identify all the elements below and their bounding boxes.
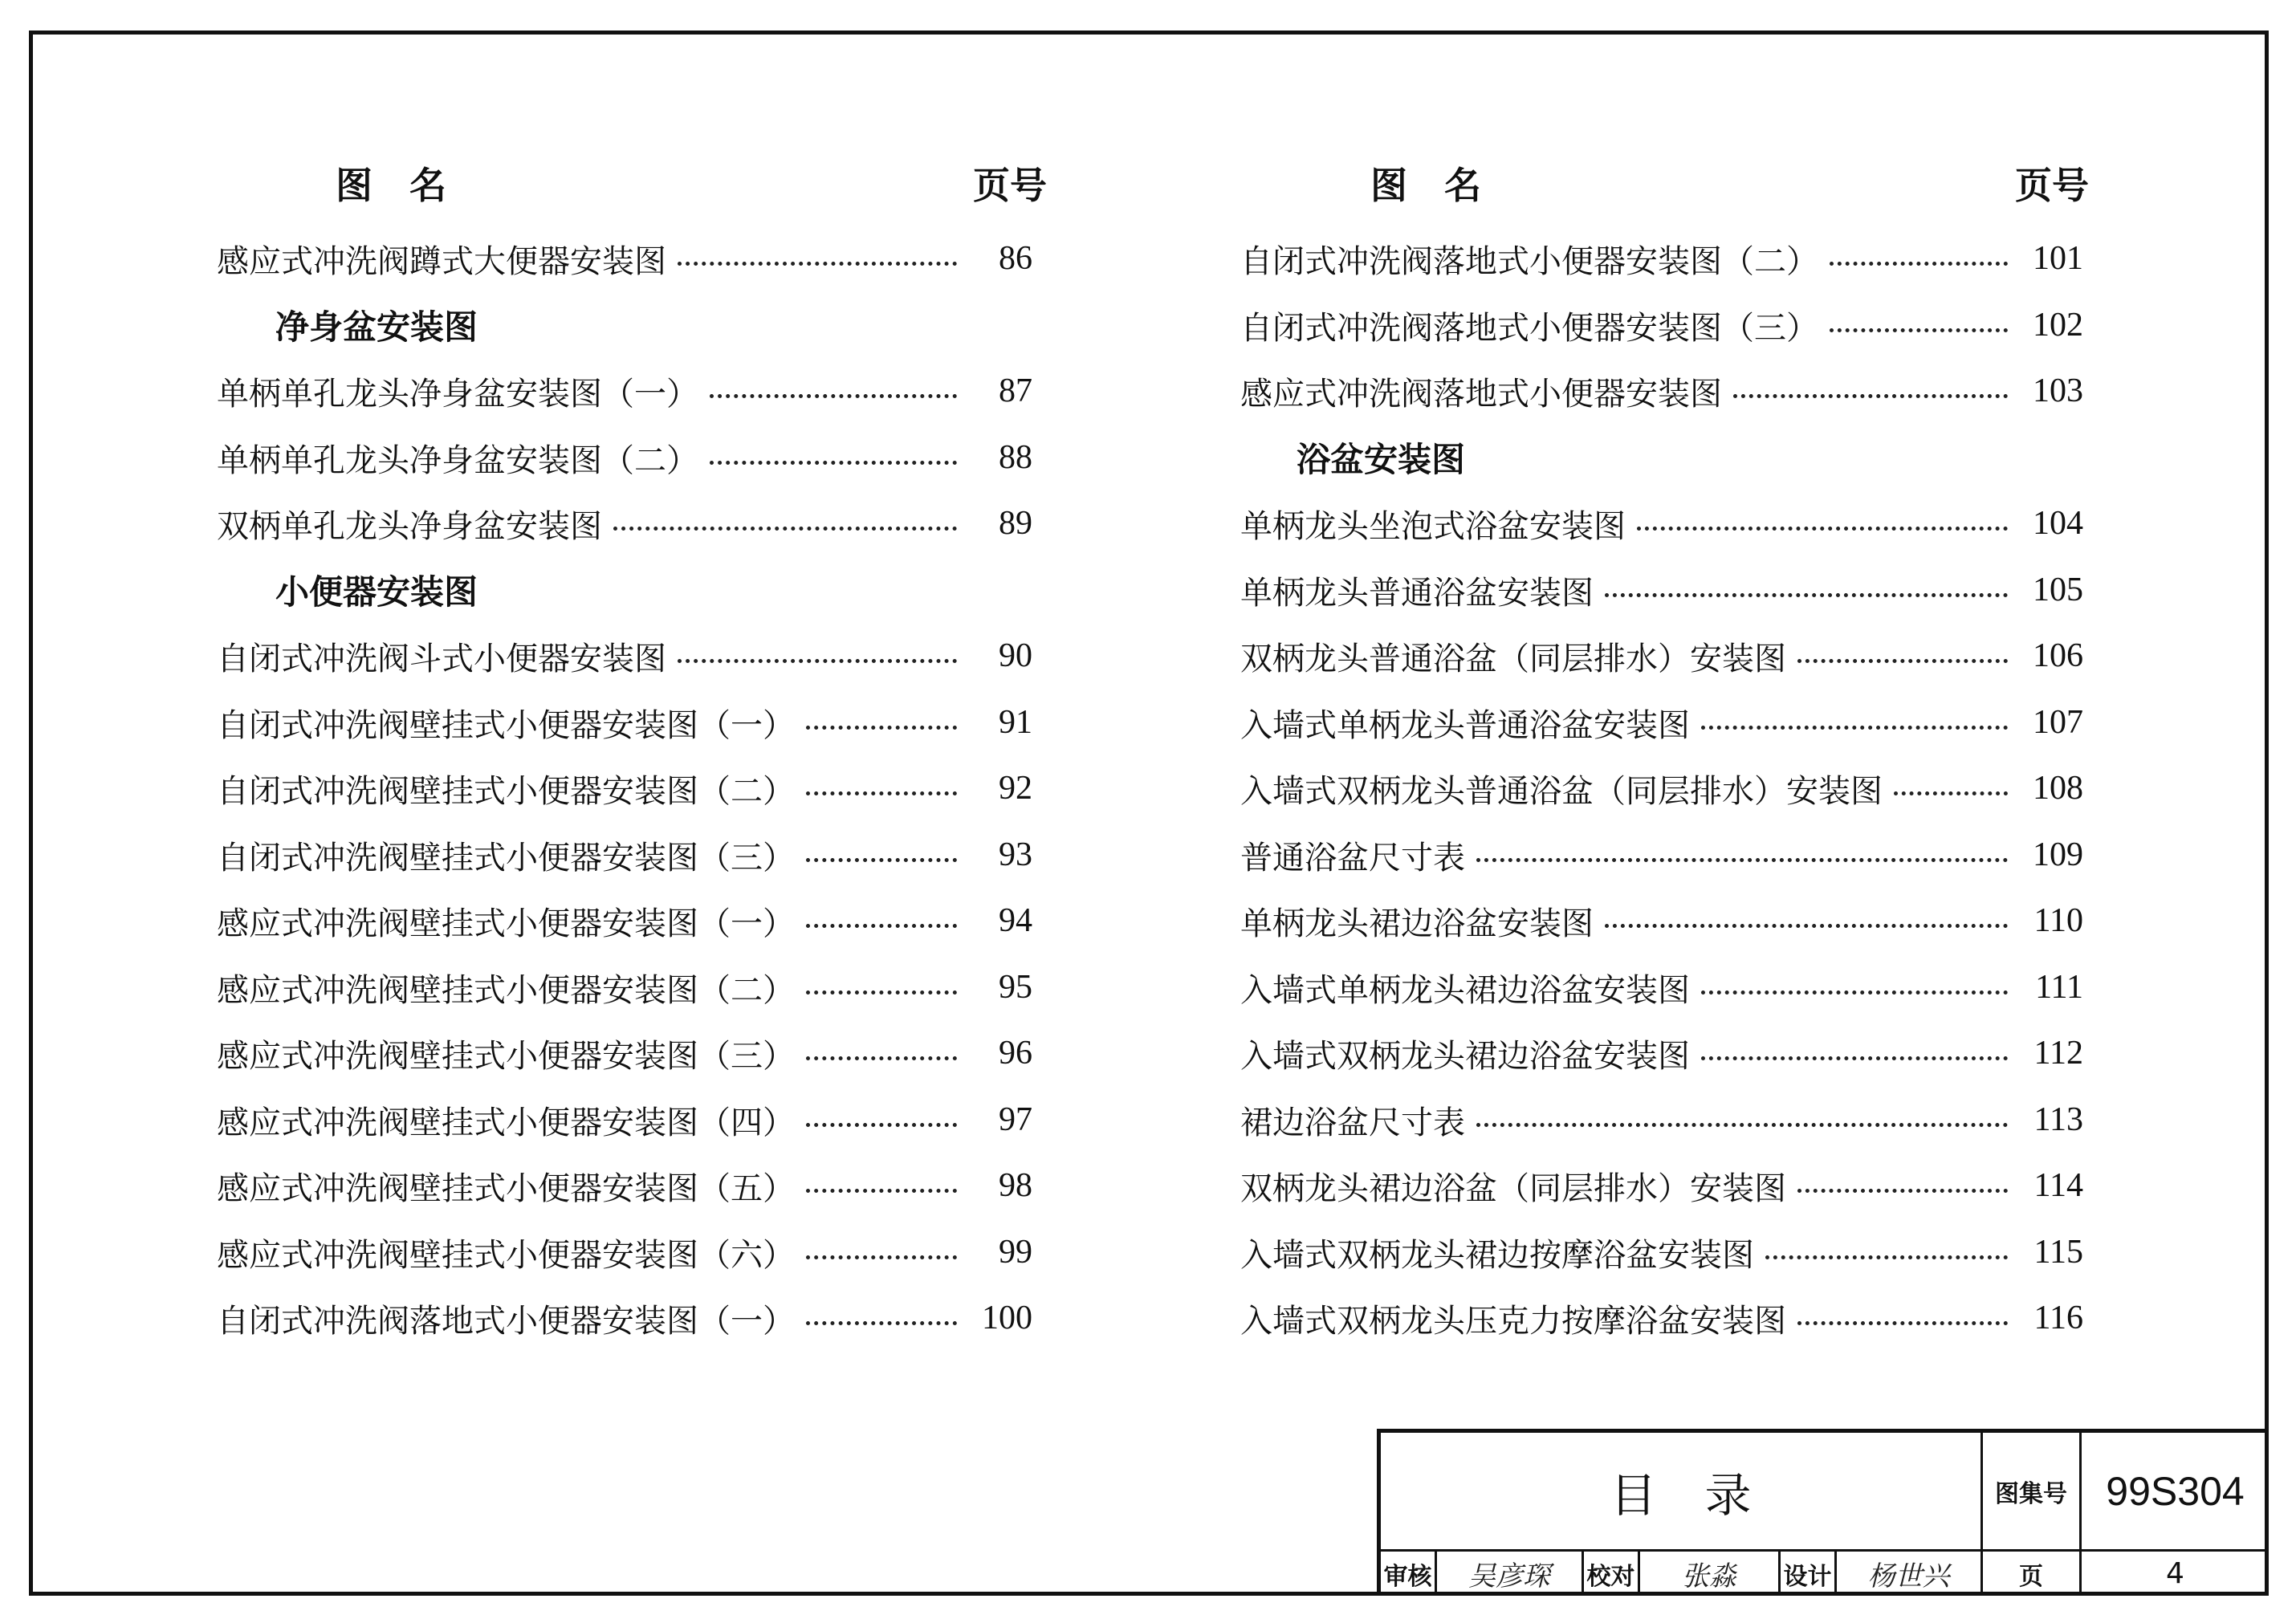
- toc-entry-page: 86: [999, 240, 1032, 277]
- toc-entry-title: 自闭式冲洗阀壁挂式小便器安装图（三）: [217, 839, 795, 877]
- toc-entry: [1240, 963, 2083, 1011]
- page-label: 页: [1983, 1552, 2082, 1596]
- toc-entry-page: 89: [999, 505, 1032, 542]
- toc-entry-page: 105: [2033, 572, 2083, 608]
- toc-entry-title: 自闭式冲洗阀落地式小便器安装图（三）: [1240, 309, 1818, 347]
- toc-entry-title: 自闭式冲洗阀斗式小便器安装图: [217, 640, 666, 677]
- toc-entry-title: 入墙式单柄龙头裙边浴盆安装图: [1240, 971, 1690, 1009]
- page-number: 4: [2166, 1557, 2184, 1590]
- toc-entry-title: 双柄单孔龙头净身盆安装图: [217, 507, 602, 545]
- toc-entry-title: 单柄单孔龙头净身盆安装图（一）: [217, 375, 698, 413]
- dot-leader: [1797, 1189, 2008, 1193]
- toc-entry-page: 104: [2033, 505, 2083, 542]
- dot-leader: [1765, 1255, 2008, 1259]
- toc-entry-title: 双柄龙头裙边浴盆（同层排水）安装图: [1240, 1170, 1786, 1207]
- toc-entry-title: 单柄龙头坐泡式浴盆安装图: [1240, 507, 1626, 545]
- toc-entry-title: 入墙式双柄龙头压克力按摩浴盆安装图: [1240, 1302, 1786, 1340]
- toc-entry: [1240, 831, 2083, 879]
- toc-entry: [1240, 698, 2083, 746]
- toc-entry-page: 87: [999, 372, 1032, 409]
- review-signature: 吴彦琛: [1437, 1552, 1584, 1596]
- toc-entry: [1240, 301, 2083, 349]
- toc-entry-page: 112: [2033, 1035, 2083, 1072]
- toc-entry: [217, 632, 1032, 680]
- toc-entry-page: 91: [999, 704, 1032, 741]
- toc-entry: [217, 764, 1032, 812]
- dot-leader: [806, 1056, 957, 1060]
- toc-entry-title: 自闭式冲洗阀壁挂式小便器安装图（二）: [217, 772, 795, 810]
- dot-leader: [806, 791, 957, 795]
- toc-entry-title: 感应式冲洗阀壁挂式小便器安装图（五）: [217, 1170, 795, 1207]
- toc-entry-page: 101: [2033, 240, 2083, 277]
- dot-leader: [1733, 394, 2008, 398]
- toc-entry-title: 裙边浴盆尺寸表: [1240, 1104, 1465, 1141]
- toc-entry-page: 96: [999, 1035, 1032, 1072]
- toc-entry: [217, 1161, 1032, 1210]
- toc-entry-title: 入墙式单柄龙头普通浴盆安装图: [1240, 706, 1690, 744]
- toc-entry-title: 自闭式冲洗阀落地式小便器安装图（二）: [1240, 242, 1818, 280]
- toc-entry-page: 97: [999, 1101, 1032, 1138]
- toc-entry: [1240, 632, 2083, 680]
- toc-entry-page: 109: [2033, 836, 2083, 873]
- left-header-name: 图 名: [336, 164, 446, 207]
- dot-leader: [1701, 991, 2008, 995]
- design-signature: 杨世兴: [1837, 1552, 1983, 1596]
- design-label: 设计: [1781, 1552, 1837, 1596]
- toc-entry: [1240, 234, 2083, 283]
- section-heading: 净身盆安装图: [275, 307, 478, 347]
- dot-leader: [806, 726, 957, 730]
- toc-entry-page: 102: [2033, 307, 2083, 344]
- toc-entry-page: 111: [2035, 969, 2083, 1006]
- toc-entry: [1240, 499, 2083, 547]
- dot-leader: [1605, 593, 2008, 597]
- toc-entry-title: 感应式冲洗阀壁挂式小便器安装图（六）: [217, 1236, 795, 1274]
- toc-entry-title: 感应式冲洗阀壁挂式小便器安装图（二）: [217, 971, 795, 1009]
- toc-entry-page: 88: [999, 439, 1032, 476]
- toc-entry: [217, 499, 1032, 547]
- toc-entry-page: 113: [2033, 1101, 2083, 1138]
- toc-entry: [1240, 1161, 2083, 1210]
- toc-entry: [217, 433, 1032, 482]
- toc-entry-page: 93: [999, 836, 1032, 873]
- dot-leader: [1797, 1321, 2008, 1325]
- toc-entry-title: 感应式冲洗阀蹲式大便器安装图: [217, 242, 666, 280]
- toc-entry: [217, 1096, 1032, 1144]
- dot-leader: [1476, 1123, 2008, 1127]
- check-signature: 张淼: [1640, 1552, 1781, 1596]
- dot-leader: [1605, 924, 2008, 928]
- dot-leader: [806, 1189, 957, 1193]
- toc-entry: [217, 234, 1032, 283]
- dot-leader: [806, 991, 957, 995]
- toc-entry: [1240, 566, 2083, 614]
- toc-entry-title: 自闭式冲洗阀落地式小便器安装图（一）: [217, 1302, 795, 1340]
- dot-leader: [1830, 262, 2008, 266]
- toc-entry-page: 106: [2033, 637, 2083, 674]
- toc-entry: [1240, 1029, 2083, 1077]
- toc-entry-page: 114: [2033, 1167, 2083, 1204]
- toc-entry-title: 入墙式双柄龙头裙边浴盆安装图: [1240, 1037, 1690, 1075]
- dot-leader: [1894, 791, 2008, 795]
- toc-entry-title: 感应式冲洗阀壁挂式小便器安装图（一）: [217, 905, 795, 942]
- toc-entry: [1240, 1294, 2083, 1342]
- toc-entry: [1240, 764, 2083, 812]
- toc-entry-page: 94: [999, 902, 1032, 939]
- toc-entry-title: 双柄龙头普通浴盆（同层排水）安装图: [1240, 640, 1786, 677]
- dot-leader: [710, 394, 957, 398]
- toc-entry-title: 入墙式双柄龙头裙边按摩浴盆安装图: [1240, 1236, 1754, 1274]
- dot-leader: [806, 1255, 957, 1259]
- toc-entry: [217, 1029, 1032, 1077]
- toc-entry-title: 单柄单孔龙头净身盆安装图（二）: [217, 441, 698, 479]
- right-header-name: 图 名: [1370, 164, 1481, 207]
- dot-leader: [1701, 726, 2008, 730]
- right-header-page: 页号: [2015, 164, 2089, 207]
- toc-entry-page: 99: [999, 1234, 1032, 1271]
- toc-entry-page: 92: [999, 770, 1032, 807]
- dot-leader: [613, 527, 957, 531]
- dot-leader: [1797, 659, 2008, 663]
- toc-entry-title: 自闭式冲洗阀壁挂式小便器安装图（一）: [217, 706, 795, 744]
- toc-entry: [1240, 367, 2083, 415]
- dot-leader: [678, 659, 957, 663]
- toc-entry-page: 107: [2033, 704, 2083, 741]
- check-label: 校对: [1584, 1552, 1640, 1596]
- toc-entry: [1240, 897, 2083, 945]
- dot-leader: [1701, 1056, 2008, 1060]
- toc-entry: [217, 1228, 1032, 1276]
- review-label: 审核: [1381, 1552, 1437, 1596]
- dot-leader: [1476, 858, 2008, 862]
- toc-entry: [217, 897, 1032, 945]
- dot-leader: [806, 1321, 957, 1325]
- toc-entry-page: 95: [999, 969, 1032, 1006]
- toc-entry: [217, 963, 1032, 1011]
- toc-entry-title: 单柄龙头裙边浴盆安装图: [1240, 905, 1594, 942]
- toc-entry: [217, 367, 1032, 415]
- dot-leader: [710, 461, 957, 465]
- title-block: [1377, 1429, 2269, 1596]
- set-number: 99S304: [2082, 1433, 2269, 1552]
- toc-entry-title: 普通浴盆尺寸表: [1240, 839, 1465, 877]
- dot-leader: [1637, 527, 2008, 531]
- toc-entry-page: 110: [2033, 902, 2083, 939]
- toc-entry: [217, 698, 1032, 746]
- toc-entry-title: 感应式冲洗阀壁挂式小便器安装图（四）: [217, 1104, 795, 1141]
- toc-entry: [217, 831, 1032, 879]
- toc-entry-title: 感应式冲洗阀落地式小便器安装图: [1240, 375, 1722, 413]
- set-number-label: 图集号: [1983, 1433, 2082, 1552]
- toc-entry-page: 108: [2033, 770, 2083, 807]
- toc-entry-page: 103: [2033, 372, 2083, 409]
- toc-entry: [1240, 1096, 2083, 1144]
- toc-entry: [1240, 1228, 2083, 1276]
- dot-leader: [806, 1123, 957, 1127]
- drawing-name: 目录: [1381, 1433, 1983, 1552]
- dot-leader: [806, 858, 957, 862]
- toc-entry: [217, 1294, 1032, 1342]
- dot-leader: [1830, 328, 2008, 332]
- toc-entry-title: 入墙式双柄龙头普通浴盆（同层排水）安装图: [1240, 772, 1883, 810]
- toc-entry-page: 115: [2033, 1234, 2083, 1271]
- dot-leader: [678, 262, 957, 266]
- toc-entry-page: 100: [982, 1300, 1032, 1336]
- toc-entry-title: 单柄龙头普通浴盆安装图: [1240, 574, 1594, 612]
- dot-leader: [806, 924, 957, 928]
- toc-entry-title: 感应式冲洗阀壁挂式小便器安装图（三）: [217, 1037, 795, 1075]
- section-heading: 浴盆安装图: [1297, 440, 1466, 479]
- toc-entry-page: 90: [999, 637, 1032, 674]
- left-header-page: 页号: [973, 164, 1047, 207]
- toc-entry-page: 98: [999, 1167, 1032, 1204]
- section-heading: 小便器安装图: [275, 572, 478, 612]
- toc-entry-page: 116: [2033, 1300, 2083, 1336]
